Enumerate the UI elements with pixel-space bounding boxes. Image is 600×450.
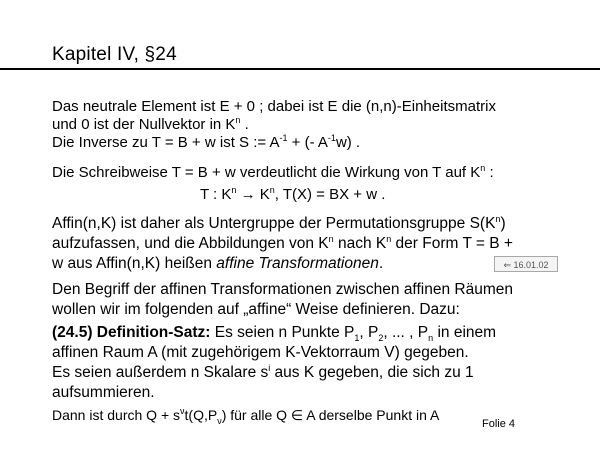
paragraph-point-definition: Dann ist durch $Q + s^\nu t(Q,P_\nu)$ für alle Q ∈ A derselbe Punkt in A [52, 406, 440, 426]
paragraph-affin-group: Affin(n,K) ist daher als Untergruppe der Permutationsgruppe $S(K^n)$ aufzufassen, und die Abbildungen von $K^n$ nach $K^n$ der Form T = B + w aus Affin(n,K) heißen affine Transformationen. [52, 214, 513, 272]
paragraph-affine-spaces: Den Begriff der affinen Transformationen zwischen affinen Räumen wollen wir im folgenden auf „affine“ Weise definieren. Dazu: [52, 281, 513, 318]
slide-title: Kapitel IV, §24 [52, 44, 177, 65]
paragraph-definition: (24.5) Definition-Satz: Es seien n Punkte $P_1$, $P_2$, ... , $P_n$ in einem affinen Raum A (mit zugehörigem K-Vektorraum V) gegeben. Es seien außerdem n Skalare $s^i$ aus K gegeben, die sich zu 1 aufsummieren. [52, 324, 497, 401]
formula-transformation: T : $K^n \to K^n$, T(X) = BX + w . [200, 185, 386, 203]
slide-number: Folie 4 [482, 418, 516, 430]
paragraph-notation: Die Schreibweise T = B + w verdeutlicht die Wirkung von T auf $K^n$ : [52, 163, 494, 181]
paragraph-neutral-element: Das neutrale Element ist E + 0 ; dabei ist E die (n,n)-Einheitsmatrix und 0 ist der Nullvektor in $K^n$ . Die Inverse zu T = B + w ist S := $A^{-1}$ + (- $A^{-1}w$) . [52, 98, 496, 151]
title-divider [0, 68, 600, 70]
date-back-link[interactable]: ⇐ 16.01.02 [494, 256, 558, 272]
